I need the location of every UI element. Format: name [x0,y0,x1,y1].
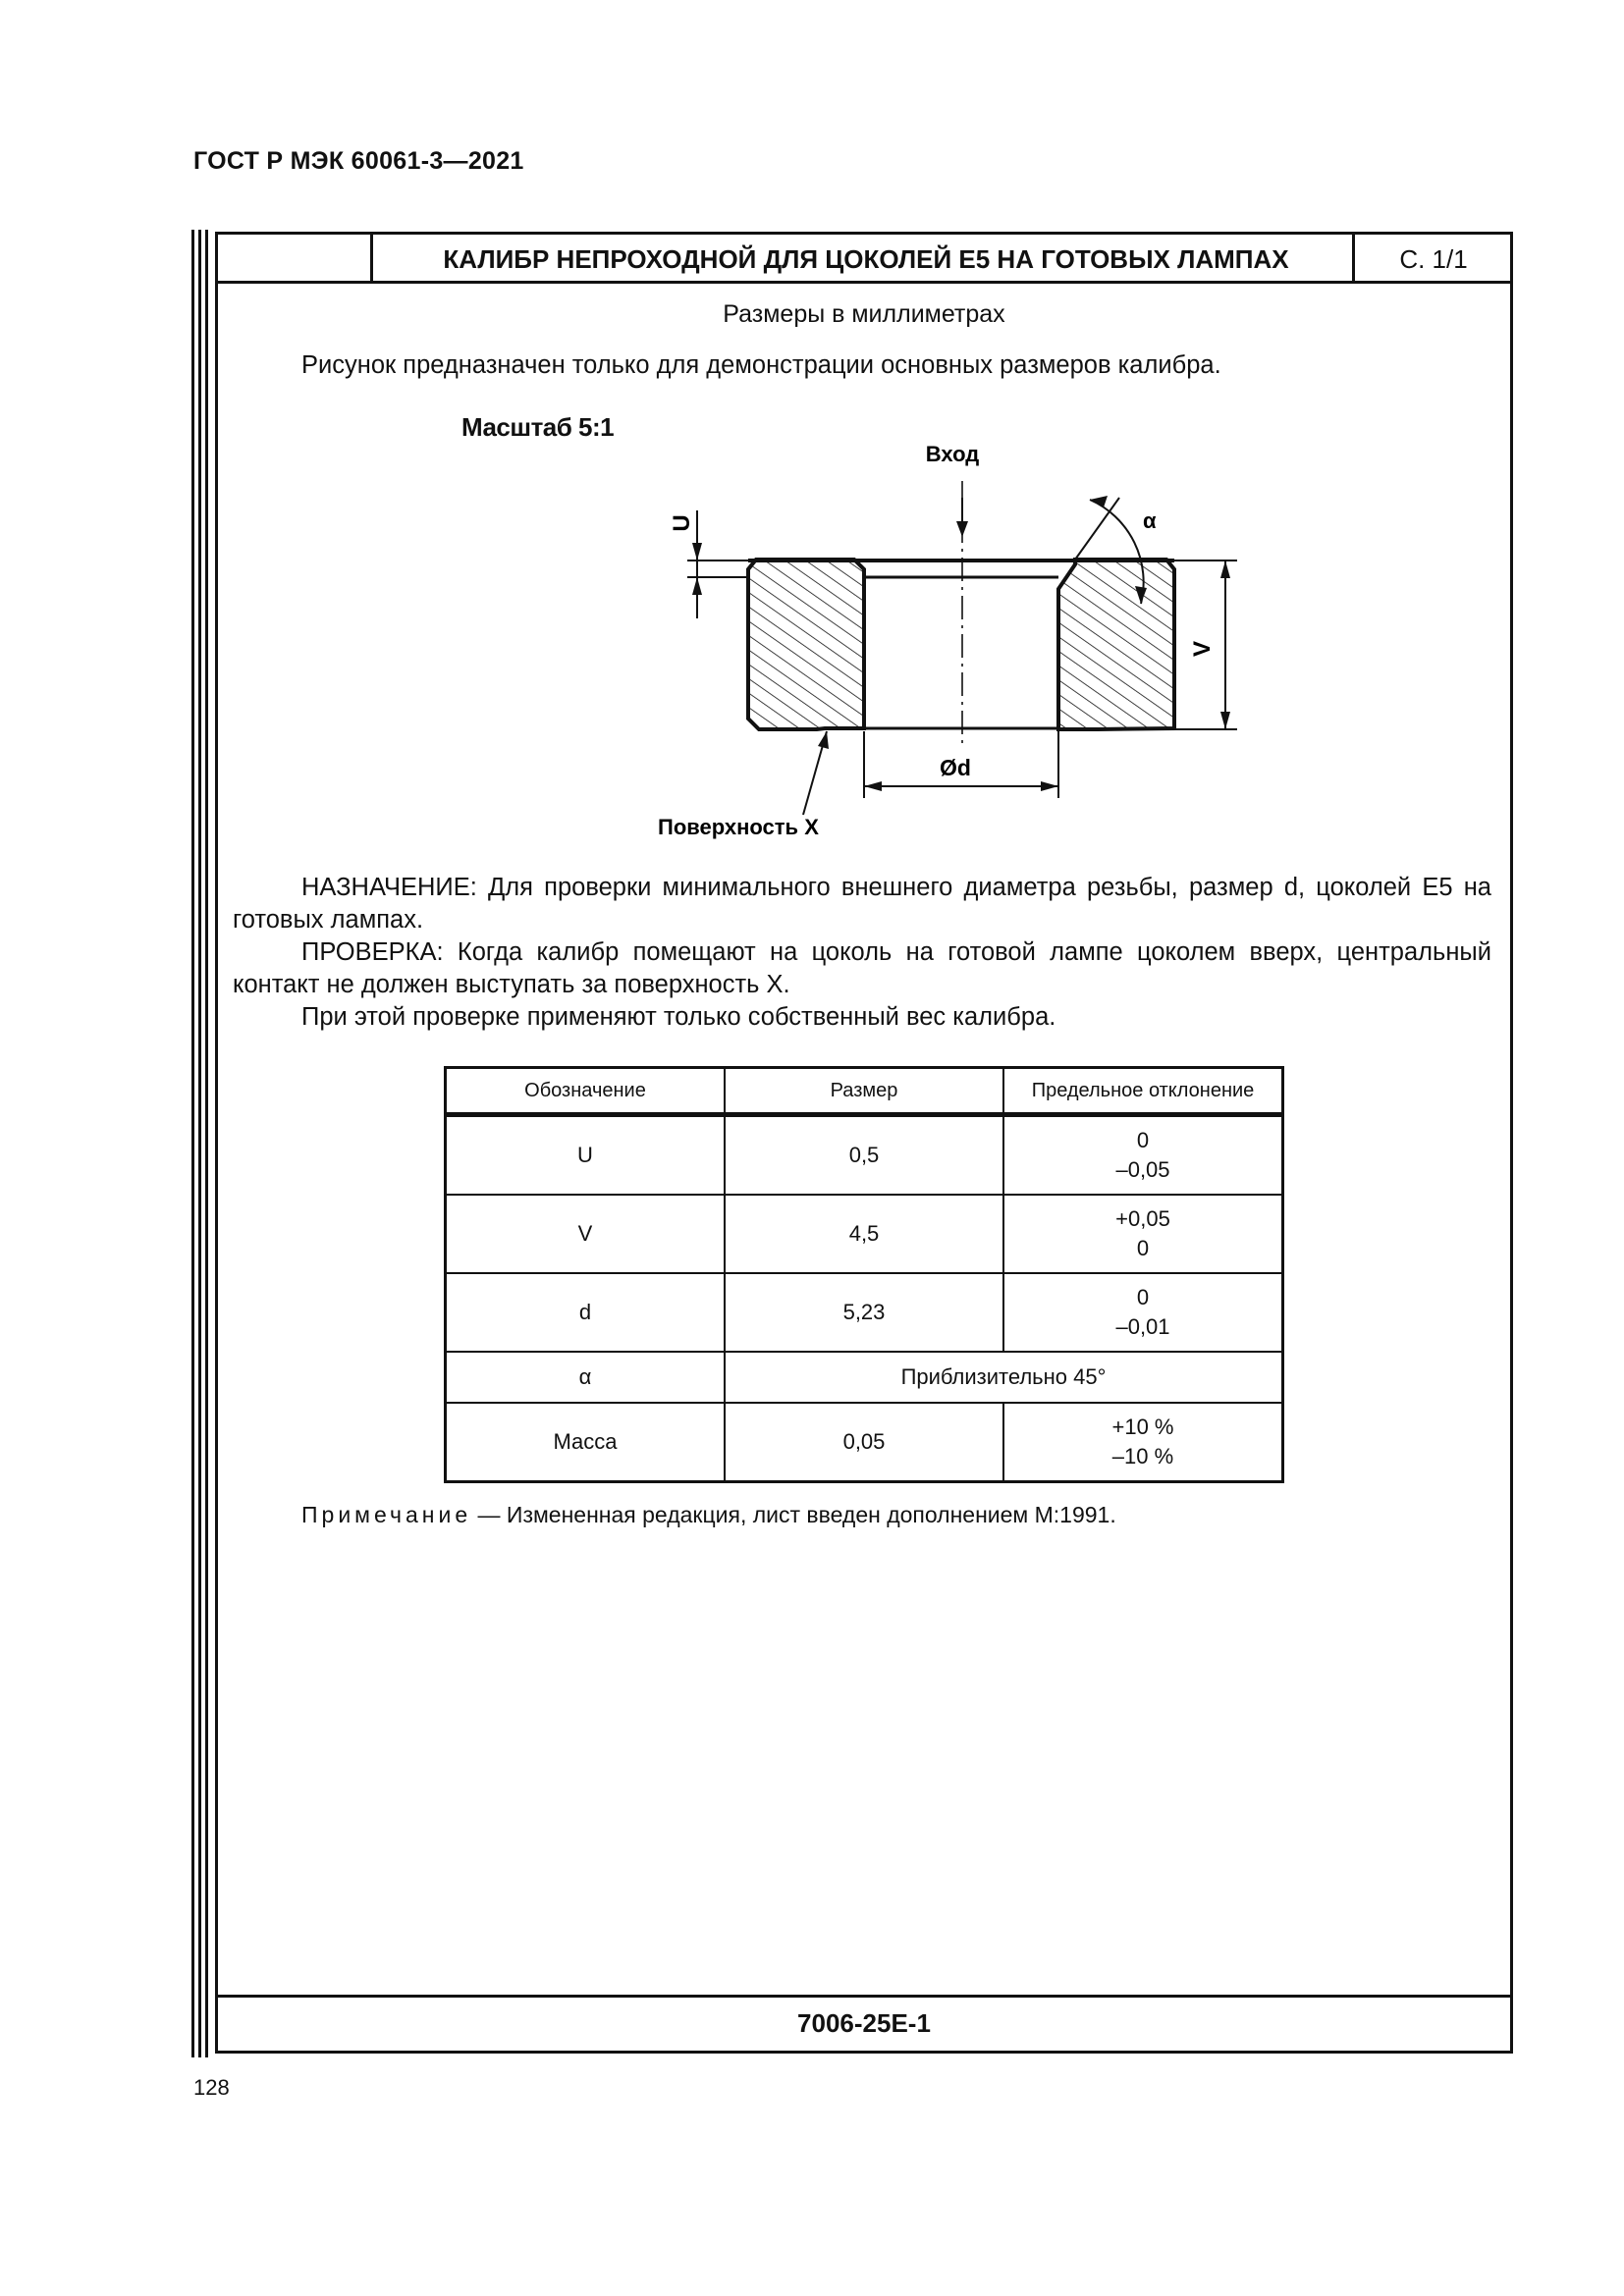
note [301,1502,1116,1528]
gauge-left-section [748,560,864,729]
cell-size: 4,5 [725,1195,1003,1273]
cell-symbol: V [446,1195,726,1273]
cell-symbol: U [446,1115,726,1196]
frame-margin-line [191,230,194,2057]
title-block [218,235,1510,284]
cell-tolerance: 0 –0,01 [1003,1273,1283,1352]
gauge-right-section [1058,560,1174,729]
cell-symbol: α [446,1352,726,1403]
dim-u-label: U [669,514,695,532]
cell-symbol: Масса [446,1403,726,1482]
cell-tolerance: +10 % –10 % [1003,1403,1283,1482]
dim-d-arrow-right [1041,781,1058,791]
dim-d-label: Ød [940,755,971,780]
gauge-drawing [628,437,1257,849]
cell-size: 0,05 [725,1403,1003,1482]
check-paragraph: ПРОВЕРКА: Когда калибр помещают на цоколь на готовой лампе цоколем вверх, центральный контакт не должен выступать за поверхность X. [233,938,1491,998]
cell-alpha-value: Приблизительно 45° [725,1352,1283,1403]
header-size: Размер [725,1068,1003,1115]
header-symbol: Обозначение [446,1068,726,1115]
table-row [446,1273,1283,1352]
frame-margin-line [198,230,201,2057]
dim-u-arrow-top [692,543,702,561]
sheet-title: КАЛИБР НЕПРОХОДНОЙ ДЛЯ ЦОКОЛЕЙ Е5 НА ГОТОВЫХ ЛАМПАХ [443,243,1289,274]
table-row [446,1195,1283,1273]
entry-label: Вход [925,442,980,466]
frame-margin-line [205,230,208,2057]
note-text: — Измененная редакция, лист введен дополнением М:1991. [471,1502,1116,1527]
dim-v-arrow-bottom [1220,712,1230,729]
table-row-mass [446,1403,1283,1482]
weight-note: При этой проверке применяют только собственный вес калибра. [301,1003,1056,1031]
dim-u-arrow-bottom [692,577,702,595]
table-header-row [446,1068,1283,1115]
cell-tolerance: +0,05 0 [1003,1195,1283,1273]
units-caption: Размеры в миллиметрах [723,300,1005,328]
header-tolerance: Предельное отклонение [1003,1068,1283,1115]
note-label: Примечание [301,1502,472,1527]
dim-v-arrow-top [1220,561,1230,578]
cell-size: 0,5 [725,1115,1003,1196]
document-header: ГОСТ Р МЭК 60061-3—2021 [193,147,524,175]
dim-v-label: V [1189,640,1216,658]
scale-label: Масштаб 5:1 [461,412,615,442]
sheet-number: С. 1/1 [1399,243,1468,274]
cell-symbol: d [446,1273,726,1352]
cell-size: 5,23 [725,1273,1003,1352]
dim-d-arrow-left [864,781,882,791]
surface-label: Поверхность X [658,815,819,839]
page-number: 128 [193,2075,230,2100]
angle-label: α [1143,508,1157,533]
figure-note: Рисунок предназначен только для демонстрации основных размеров калибра. [301,351,1221,379]
cell-tolerance: 0 –0,05 [1003,1115,1283,1196]
dimensions-table [444,1066,1284,1483]
table-row-alpha [446,1352,1283,1403]
title-divider [218,281,1510,284]
table-row [446,1115,1283,1196]
sheet-code: 7006-25E-1 [797,2007,931,2038]
entry-arrow [956,521,968,537]
purpose-paragraph: НАЗНАЧЕНИЕ: Для проверки минимального внешнего диаметра резьбы, размер d, цоколей Е5 на готовых лампах. [233,874,1491,934]
